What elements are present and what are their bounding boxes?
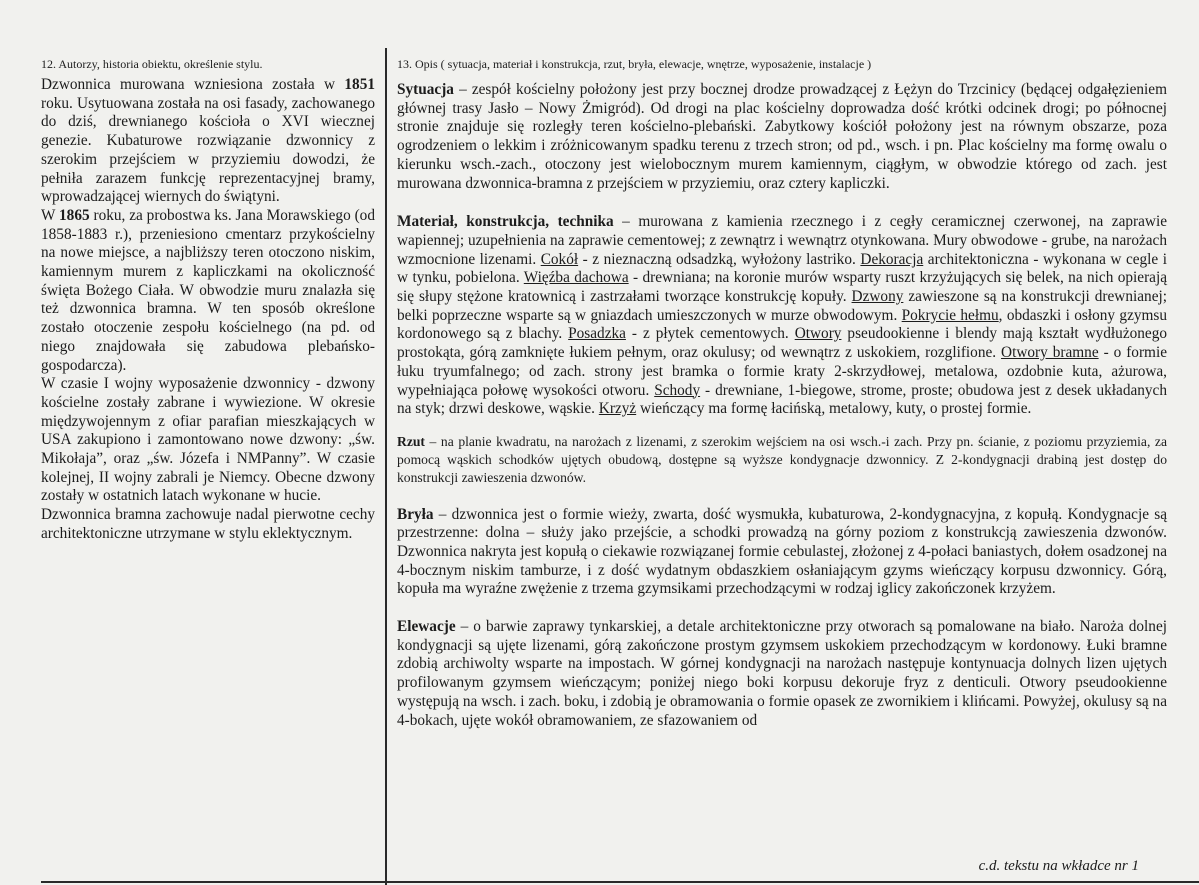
continuation-note: c.d. tekstu na wkładce nr 1 [978, 858, 1139, 874]
description-section [397, 56, 1167, 730]
history-paragraph-1: Dzwonnica murowana wzniesiona została w 1851 roku. Usytuowana została na osi fasady, zachowanego do dziś, drewnianego kościoła o XVI wiecznej genezie. Kubaturowe rozwiązanie dzwonnicy z szerokim przejściem w przyziemiu dowodzi, że pełniła zarazem funkcję reprezentacyjnej bramy, wprowadzającej wiernych do świątyni. [41, 76, 375, 206]
vertical-divider [385, 48, 387, 885]
description-heading: 13. Opis ( sytuacja, materiał i konstrukcja, rzut, bryła, elewacje, wnętrze, wyposażenie, instalacje ) [397, 57, 872, 71]
situation-paragraph: Sytuacja – zespół kościelny położony jest przy bocznej drodze prowadzącej z Łężyn do Trzcinicy (będącej odgałęzieniem głównej trasy Jasło – Nowy Żmigród). Od drogi na plac kościelny doprowadza dość krótki odcinek drogi; po północnej stronie znajduje się rozległy teren kościelno-plebański. Zabytkowy kościół położony jest na równym obszarze, poza ogrodzeniem o lekkim i zróżnicowanym spadku terenu z trzech stron; od pd., wsch. i pn. Plac kościelny ma formę owalu o kierunku wsch.-zach., otoczony jest wielobocznym murem kamiennym, ciągłym, w obwodzie którego od zach. jest murowana dzwonnica-bramna z przejściem w przyziemiu, oraz cztery kapliczki. [397, 81, 1167, 192]
material-paragraph: Materiał, konstrukcja, technika – murowana z kamienia rzecznego i z cegły ceramicznej czerwonej, na zaprawie wapiennej; uzupełnienia na zaprawie cementowej; z zewnątrz i wewnątrz otynkowana. Mury obwodowe - grube, na narożach wzmocnione lizenami. Cokół - z nieznaczną odsadzką, wyłożony lastriko. Dekoracja architektoniczna - wykonana w cegle i w tynku, pobielona. Więźba dachowa - drewniana; na koronie murów wsparty ruszt krzyżujących się belek, na nich opierają się słupy stężone kratownicą i zastrzałami tworzące konstrukcję kopuły. Dzwony zawieszone są na konstrukcji drewnianej; belki poprzeczne wsparte są w gniazdach umieszczonych w murze obwodowym. Pokrycie hełmu, obdaszki i osłony gzymsu kordonowego są z blachy. Posadzka - z płytek cementowych. Otwory pseudookienne i blendy mają kształt wydłużonego prostokąta, górą zamknięte łukiem pełnym, oraz okulusy; od wewnątrz z uskokiem, rozglifione. Otwory bramne - o formie łuku tryumfalnego; od zach. strony jest bramka o formie kraty 2-skrzydłowej, metalowa, ozdobnie kuta, ażurowa, wypełniająca połowę wysokości otworu. Schody - drewniane, 1-biegowe, strome, proste; obudowa jest z desek układanych na styk; drzwi deskowe, wąskie. Krzyż wieńczący ma formę łacińską, metalowy, kuty, o prostej formie. [397, 213, 1168, 418]
plan-paragraph: Rzut – na planie kwadratu, na narożach z lizenami, z szerokim wejściem na osi wsch.-i zach. Przy pn. ścianie, z poziomu przyziemia, za pomocą wąskich schodków ujętych obudową, dostępne są wyższe kondygnacje dzwonnicy. Z 2-kondygnacji drabiną jest dostęp do konstrukcji zawieszenia dzwonów. [397, 433, 1167, 486]
bottom-rule [41, 881, 1199, 883]
history-paragraph-4: Dzwonnica bramna zachowuje nadal pierwotne cechy architektoniczne utrzymane w stylu eklektycznym. [41, 506, 375, 542]
history-paragraph-3: W czasie I wojny wyposażenie dzwonnicy - dzwony kościelne zostały zabrane i wywiezione. W okresie międzywojennym z ofiar parafian mieszkających w USA zakupiono i zamontowano nowe dzwony: „św. Mikołaja”, oraz „św. Józefa i NMPanny”. W czasie kolejnej, II wojny zabrali je Niemcy. Obecne dzwony zostały w ostatnich latach wykonane w hucie. [41, 375, 375, 505]
history-paragraph-2: W 1865 roku, za probostwa ks. Jana Morawskiego (od 1858-1883 r.), przeniesiono cmentarz przykościelny na nowe miejsce, a najbliższy teren otoczono niskim, kamiennym murem z kapliczkami na okoliczność święta Bożego Ciała. W obwodzie muru znalazła się też dzwonnica bramna. W ten sposób określone zostało otoczenie zespołu kościelnego (na pd. od niego znajdowała się zabudowa plebańsko-gospodarcza). [41, 206, 375, 374]
history-section [41, 56, 375, 544]
elevations-paragraph: Elewacje – o barwie zaprawy tynkarskiej, a detale architektoniczne przy otworach są pomalowane na biało. Naroża dolnej kondygnacji są ujęte lizenami, górą zakończone prostym gzymsem uskokiem przechodzącym w kordonowy. Łuki bramne zdobią archiwolty wsparte na impostach. W górnej kondygnacji na narożach następuje kontynuacja dolnych lizen ujętych profilowanym gzymsem wieńczącym; poniżej niego boki korpusu dekoruje fryz z denticuli. Otwory pseudookienne występują na wsch. i zach. boku, i zdobią je obramowania o formie opasek ze zwornikiem i klińcami. Powyżej, okulusy są na 4-bokach, ujęte wokół obramowaniem, ze sfazowaniem od [397, 618, 1167, 729]
history-heading: 12. Autorzy, historia obiektu, określenie stylu. [41, 57, 263, 71]
massing-paragraph: Bryła – dzwonnica jest o formie wieży, zwarta, dość wysmukła, kubaturowa, 2-kondygnacyjna, z kopułą. Kondygnacje są przestrzenne: dolna – służy jako przejście, a schodki prowadzą na górny poziom z konstrukcją zawieszenia dzwonów. Dzwonnica nakryta jest kopułą o ciekawie rozwiązanej formie cebulastej, złożonej z 4-połaci baniastych, dołem osadzonej na 4-bocznym niskim tamburze, i z dość wydatnym obdaszkiem osłaniającym gzyms wieńczący korpusu dzwonnicy. Górą, kopuła ma wyraźne zwężenie z trzema gzymsikami przechodzącymi w rodzaj iglicy zakończonek krzyżem. [397, 505, 1167, 598]
